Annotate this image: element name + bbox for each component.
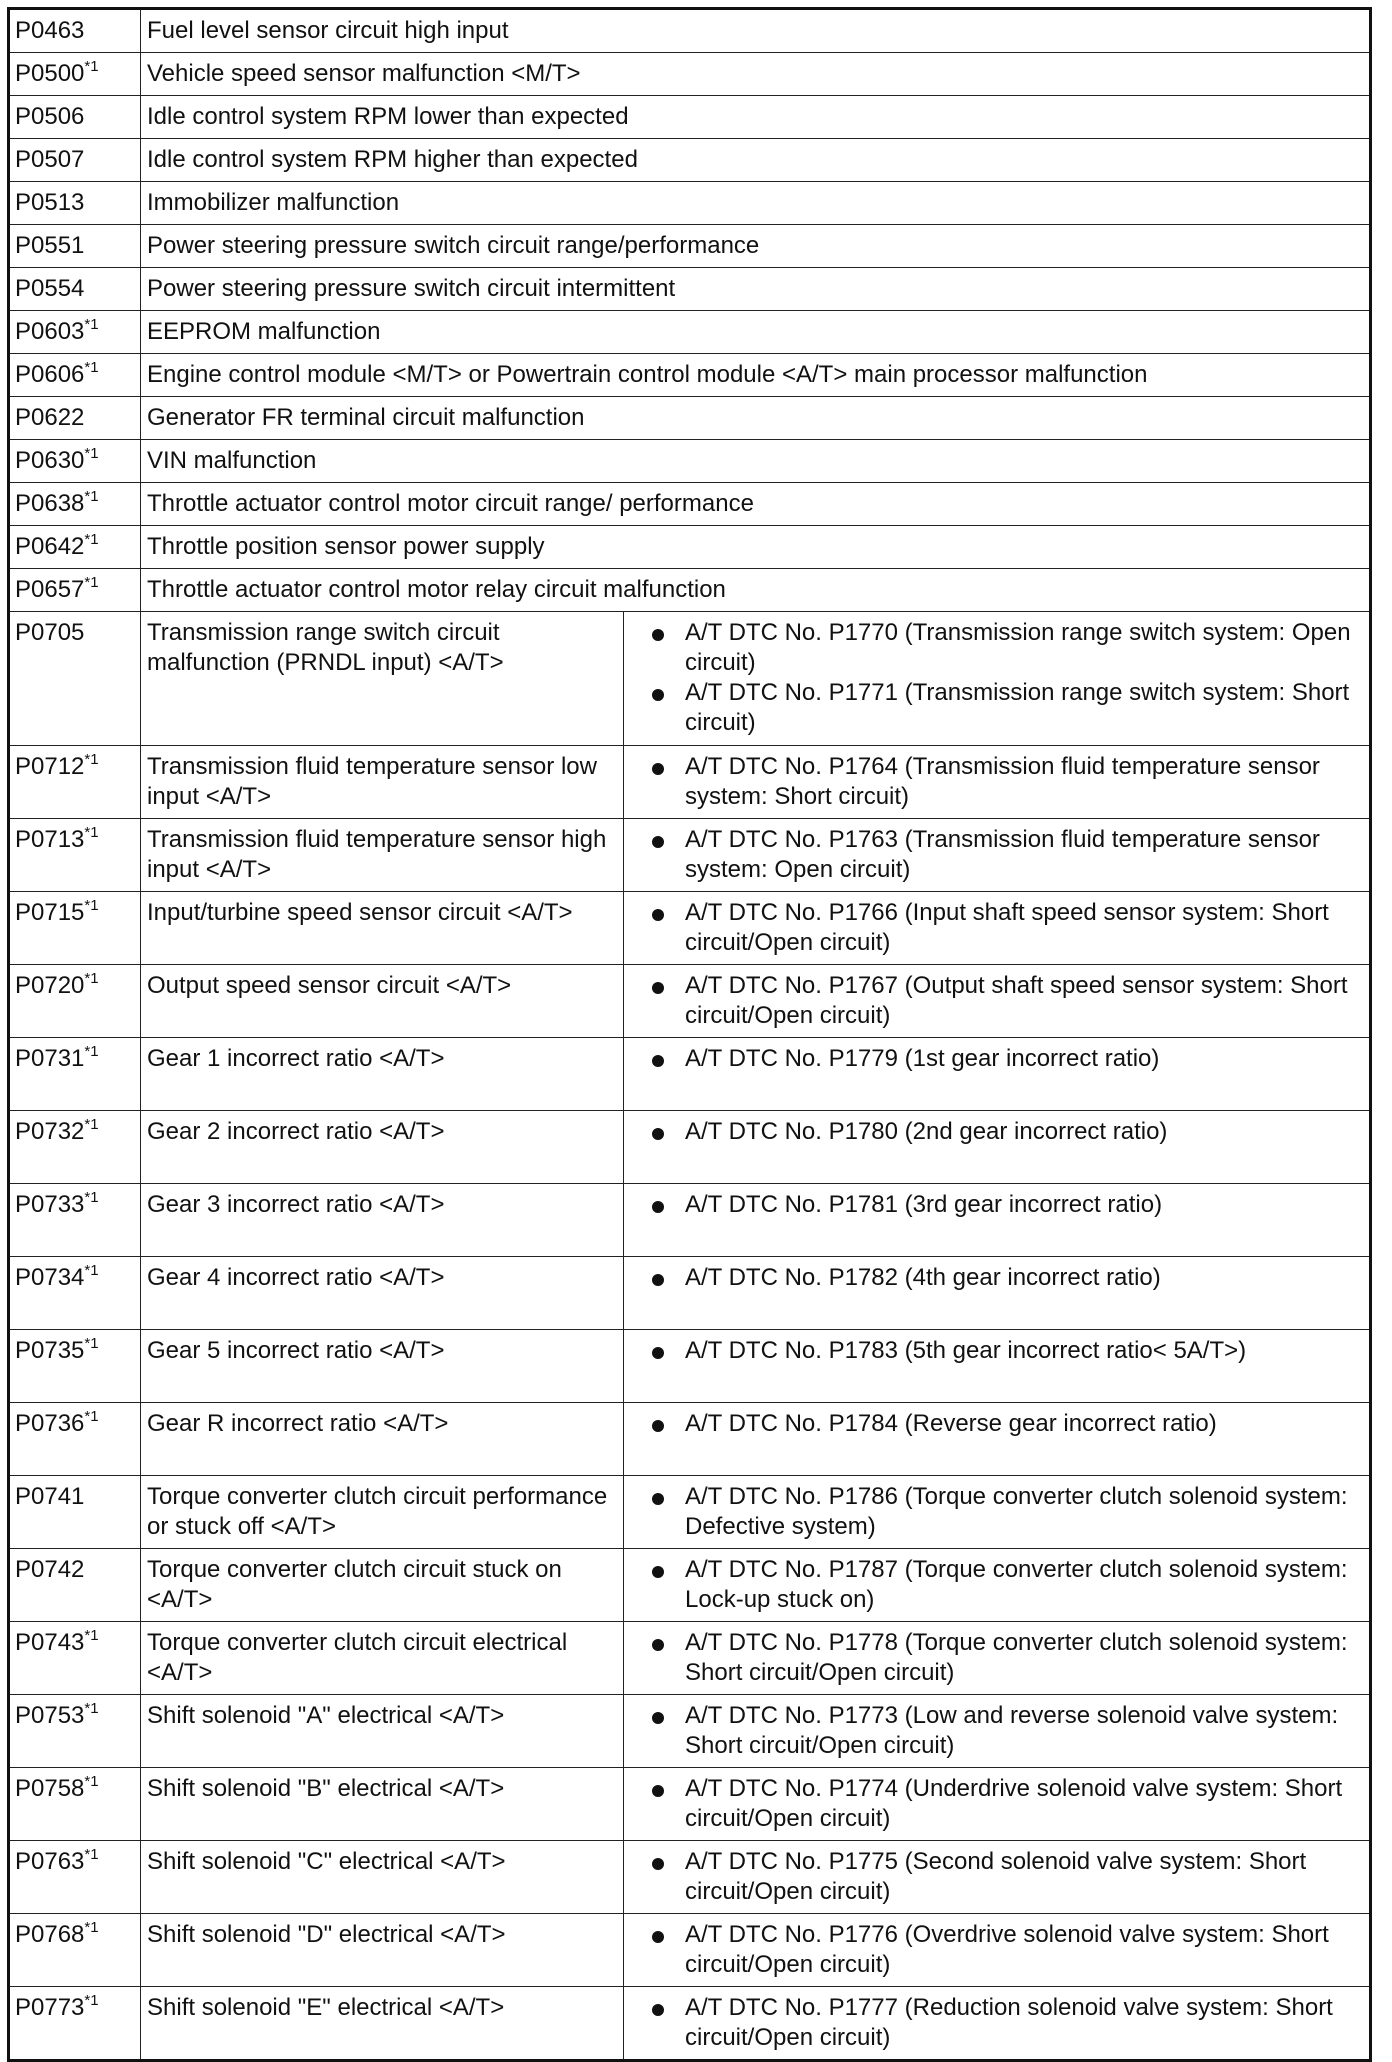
footnote-mark: *1 [84,1846,99,1863]
dtc-notes-cell [624,1403,1371,1476]
footnote-mark: *1 [84,1408,99,1425]
list-item: A/T DTC No. P1786 (Torque converter clutch solenoid system: Defective system) [630,1482,1363,1542]
dtc-code: P0741 [15,1483,85,1510]
note-list [630,1117,1363,1147]
dtc-code-cell [9,440,141,483]
dtc-code-cell [9,1695,141,1768]
list-item: A/T DTC No. P1771 (Transmission range switch system: Short circuit) [630,678,1363,738]
note-list [630,1336,1363,1366]
dtc-description: Torque converter clutch circuit electrical <A/T> [141,1622,624,1695]
footnote-mark: *1 [84,316,99,333]
dtc-description: Immobilizer malfunction [141,182,1371,225]
footnote-mark: *1 [84,1700,99,1717]
note-list [630,1555,1363,1615]
dtc-code-cell [9,1841,141,1914]
table-row [9,1403,1371,1476]
table-row [9,354,1371,397]
footnote-mark: *1 [84,1335,99,1352]
dtc-description: Fuel level sensor circuit high input [141,9,1371,53]
dtc-code: P0715 [15,899,85,926]
footnote-mark: *1 [84,1043,99,1060]
dtc-description: Throttle position sensor power supply [141,526,1371,569]
dtc-code-cell [9,1111,141,1184]
dtc-notes-cell [624,892,1371,965]
footnote-mark: *1 [84,751,99,768]
dtc-description: Vehicle speed sensor malfunction <M/T> [141,53,1371,96]
table-row [9,569,1371,612]
dtc-description: Gear 1 incorrect ratio <A/T> [141,1038,624,1111]
dtc-code-cell [9,1184,141,1257]
dtc-description: EEPROM malfunction [141,311,1371,354]
dtc-description: VIN malfunction [141,440,1371,483]
table-row [9,612,1371,746]
dtc-notes-cell [624,1914,1371,1987]
note-list [630,1044,1363,1074]
list-item: A/T DTC No. P1767 (Output shaft speed sensor system: Short circuit/Open circuit) [630,971,1363,1031]
dtc-description: Input/turbine speed sensor circuit <A/T> [141,892,624,965]
footnote-mark: *1 [84,1627,99,1644]
dtc-code-cell [9,1549,141,1622]
table-row [9,53,1371,96]
dtc-code-cell [9,1038,141,1111]
dtc-notes-cell [624,612,1371,746]
table-row [9,1257,1371,1330]
dtc-notes-cell [624,746,1371,819]
list-item: A/T DTC No. P1780 (2nd gear incorrect ratio) [630,1117,1363,1147]
footnote-mark: *1 [84,359,99,376]
dtc-code: P0773 [15,1994,85,2021]
footnote-mark: *1 [84,824,99,841]
dtc-notes-cell [624,819,1371,892]
dtc-description: Gear 4 incorrect ratio <A/T> [141,1257,624,1330]
list-item: A/T DTC No. P1773 (Low and reverse solenoid valve system: Short circuit/Open circuit) [630,1701,1363,1761]
dtc-code: P0735 [15,1337,85,1364]
dtc-code: P0506 [15,103,85,130]
dtc-description: Output speed sensor circuit <A/T> [141,965,624,1038]
dtc-code: P0731 [15,1045,85,1072]
dtc-code-cell [9,612,141,746]
dtc-table [7,7,1372,2062]
list-item: A/T DTC No. P1779 (1st gear incorrect ratio) [630,1044,1363,1074]
dtc-description: Gear 3 incorrect ratio <A/T> [141,1184,624,1257]
dtc-code: P0603 [15,318,85,345]
dtc-description: Gear 5 incorrect ratio <A/T> [141,1330,624,1403]
dtc-code: P0712 [15,753,85,780]
note-list [630,1482,1363,1542]
footnote-mark: *1 [84,488,99,505]
list-item: A/T DTC No. P1776 (Overdrive solenoid valve system: Short circuit/Open circuit) [630,1920,1363,1980]
dtc-code: P0742 [15,1556,85,1583]
dtc-notes-cell [624,1768,1371,1841]
dtc-notes-cell [624,965,1371,1038]
dtc-code: P0758 [15,1775,85,1802]
dtc-description: Gear R incorrect ratio <A/T> [141,1403,624,1476]
table-row [9,1549,1371,1622]
note-list [630,1409,1363,1439]
table-row [9,892,1371,965]
footnote-mark: *1 [84,58,99,75]
dtc-code: P0733 [15,1191,85,1218]
dtc-code: P0734 [15,1264,85,1291]
list-item: A/T DTC No. P1770 (Transmission range switch system: Open circuit) [630,618,1363,678]
dtc-description: Shift solenoid "D" electrical <A/T> [141,1914,624,1987]
dtc-notes-cell [624,1257,1371,1330]
dtc-code: P0705 [15,619,85,646]
table-row [9,1695,1371,1768]
note-list [630,1920,1363,1980]
dtc-notes-cell [624,1841,1371,1914]
dtc-description: Shift solenoid "A" electrical <A/T> [141,1695,624,1768]
dtc-description: Transmission fluid temperature sensor high input <A/T> [141,819,624,892]
dtc-description: Gear 2 incorrect ratio <A/T> [141,1111,624,1184]
list-item: A/T DTC No. P1763 (Transmission fluid temperature sensor system: Open circuit) [630,825,1363,885]
dtc-notes-cell [624,1622,1371,1695]
dtc-description: Idle control system RPM higher than expected [141,139,1371,182]
table-row [9,819,1371,892]
dtc-description: Shift solenoid "C" electrical <A/T> [141,1841,624,1914]
table-row [9,1111,1371,1184]
dtc-notes-cell [624,1330,1371,1403]
dtc-code: P0622 [15,404,85,431]
dtc-description: Idle control system RPM lower than expected [141,96,1371,139]
dtc-code-cell [9,569,141,612]
list-item: A/T DTC No. P1764 (Transmission fluid temperature sensor system: Short circuit) [630,752,1363,812]
footnote-mark: *1 [84,1919,99,1936]
dtc-notes-cell [624,1549,1371,1622]
dtc-description: Torque converter clutch circuit performance or stuck off <A/T> [141,1476,624,1549]
dtc-description: Generator FR terminal circuit malfunction [141,397,1371,440]
dtc-code-cell [9,1257,141,1330]
table-row [9,965,1371,1038]
dtc-code: P0606 [15,361,85,388]
dtc-code: P0657 [15,576,85,603]
dtc-code-cell [9,483,141,526]
table-row [9,1330,1371,1403]
dtc-code-cell [9,1622,141,1695]
dtc-code-cell [9,1768,141,1841]
dtc-code: P0753 [15,1702,85,1729]
dtc-notes-cell [624,1987,1371,2061]
list-item: A/T DTC No. P1783 (5th gear incorrect ratio< 5A/T>) [630,1336,1363,1366]
footnote-mark: *1 [84,574,99,591]
note-list [630,1190,1363,1220]
list-item: A/T DTC No. P1766 (Input shaft speed sensor system: Short circuit/Open circuit) [630,898,1363,958]
list-item: A/T DTC No. P1781 (3rd gear incorrect ratio) [630,1190,1363,1220]
table-row [9,1184,1371,1257]
dtc-code: P0768 [15,1921,85,1948]
note-list [630,752,1363,812]
dtc-code-cell [9,139,141,182]
dtc-code: P0763 [15,1848,85,1875]
dtc-code: P0630 [15,447,85,474]
list-item: A/T DTC No. P1784 (Reverse gear incorrect ratio) [630,1409,1363,1439]
list-item: A/T DTC No. P1782 (4th gear incorrect ratio) [630,1263,1363,1293]
dtc-notes-cell [624,1695,1371,1768]
dtc-code-cell [9,354,141,397]
dtc-code-cell [9,1403,141,1476]
dtc-code-cell [9,526,141,569]
dtc-description: Engine control module <M/T> or Powertrain control module <A/T> main processor malfunction [141,354,1371,397]
table-row [9,311,1371,354]
table-row [9,483,1371,526]
note-list [630,1628,1363,1688]
table-row [9,9,1371,53]
dtc-description: Power steering pressure switch circuit range/performance [141,225,1371,268]
dtc-code: P0513 [15,189,85,216]
list-item: A/T DTC No. P1778 (Torque converter clutch solenoid system: Short circuit/Open circuit) [630,1628,1363,1688]
dtc-code-cell [9,1987,141,2061]
footnote-mark: *1 [84,970,99,987]
dtc-code: P0554 [15,275,85,302]
table-row [9,1987,1371,2061]
footnote-mark: *1 [84,897,99,914]
dtc-code-cell [9,96,141,139]
dtc-description: Shift solenoid "B" electrical <A/T> [141,1768,624,1841]
dtc-code: P0732 [15,1118,85,1145]
dtc-code: P0713 [15,826,85,853]
dtc-notes-cell [624,1111,1371,1184]
table-row [9,746,1371,819]
footnote-mark: *1 [84,1116,99,1133]
dtc-code: P0736 [15,1410,85,1437]
dtc-code-cell [9,892,141,965]
table-row [9,1622,1371,1695]
dtc-code: P0743 [15,1629,85,1656]
dtc-description: Throttle actuator control motor circuit range/ performance [141,483,1371,526]
table-row [9,96,1371,139]
dtc-code: P0642 [15,533,85,560]
dtc-code: P0500 [15,60,85,87]
table-row [9,1841,1371,1914]
table-row [9,268,1371,311]
dtc-code: P0463 [15,17,85,44]
table-row [9,1476,1371,1549]
note-list [630,898,1363,958]
note-list [630,1847,1363,1907]
dtc-code-cell [9,9,141,53]
dtc-description: Throttle actuator control motor relay circuit malfunction [141,569,1371,612]
footnote-mark: *1 [84,1189,99,1206]
dtc-code: P0507 [15,146,85,173]
dtc-code-cell [9,268,141,311]
note-list [630,1774,1363,1834]
dtc-code-cell [9,311,141,354]
dtc-description: Power steering pressure switch circuit intermittent [141,268,1371,311]
note-list [630,971,1363,1031]
table-row [9,1914,1371,1987]
table-row [9,440,1371,483]
dtc-code: P0638 [15,490,85,517]
dtc-code: P0551 [15,232,85,259]
dtc-notes-cell [624,1184,1371,1257]
dtc-description: Transmission range switch circuit malfunction (PRNDL input) <A/T> [141,612,624,746]
dtc-code-cell [9,1914,141,1987]
table-row [9,397,1371,440]
table-row [9,182,1371,225]
dtc-code-cell [9,182,141,225]
table-row [9,1768,1371,1841]
dtc-code-cell [9,819,141,892]
dtc-code-cell [9,746,141,819]
dtc-code-cell [9,965,141,1038]
footnote-mark: *1 [84,445,99,462]
footnote-mark: *1 [84,531,99,548]
dtc-description: Shift solenoid "E" electrical <A/T> [141,1987,624,2061]
dtc-description: Torque converter clutch circuit stuck on <A/T> [141,1549,624,1622]
table-row [9,139,1371,182]
table-row [9,225,1371,268]
footnote-mark: *1 [84,1262,99,1279]
dtc-notes-cell [624,1038,1371,1111]
list-item: A/T DTC No. P1787 (Torque converter clutch solenoid system: Lock-up stuck on) [630,1555,1363,1615]
note-list [630,1701,1363,1761]
note-list [630,825,1363,885]
dtc-description: Transmission fluid temperature sensor low input <A/T> [141,746,624,819]
table-row [9,526,1371,569]
dtc-notes-cell [624,1476,1371,1549]
list-item: A/T DTC No. P1775 (Second solenoid valve system: Short circuit/Open circuit) [630,1847,1363,1907]
dtc-table-body [9,9,1371,2061]
note-list [630,618,1363,738]
dtc-code-cell [9,1476,141,1549]
list-item: A/T DTC No. P1777 (Reduction solenoid valve system: Short circuit/Open circuit) [630,1993,1363,2053]
dtc-code-cell [9,397,141,440]
footnote-mark: *1 [84,1992,99,2009]
footnote-mark: *1 [84,1773,99,1790]
dtc-code: P0720 [15,972,85,999]
dtc-code-cell [9,53,141,96]
dtc-code-cell [9,225,141,268]
list-item: A/T DTC No. P1774 (Underdrive solenoid valve system: Short circuit/Open circuit) [630,1774,1363,1834]
note-list [630,1993,1363,2053]
dtc-code-cell [9,1330,141,1403]
table-row [9,1038,1371,1111]
note-list [630,1263,1363,1293]
